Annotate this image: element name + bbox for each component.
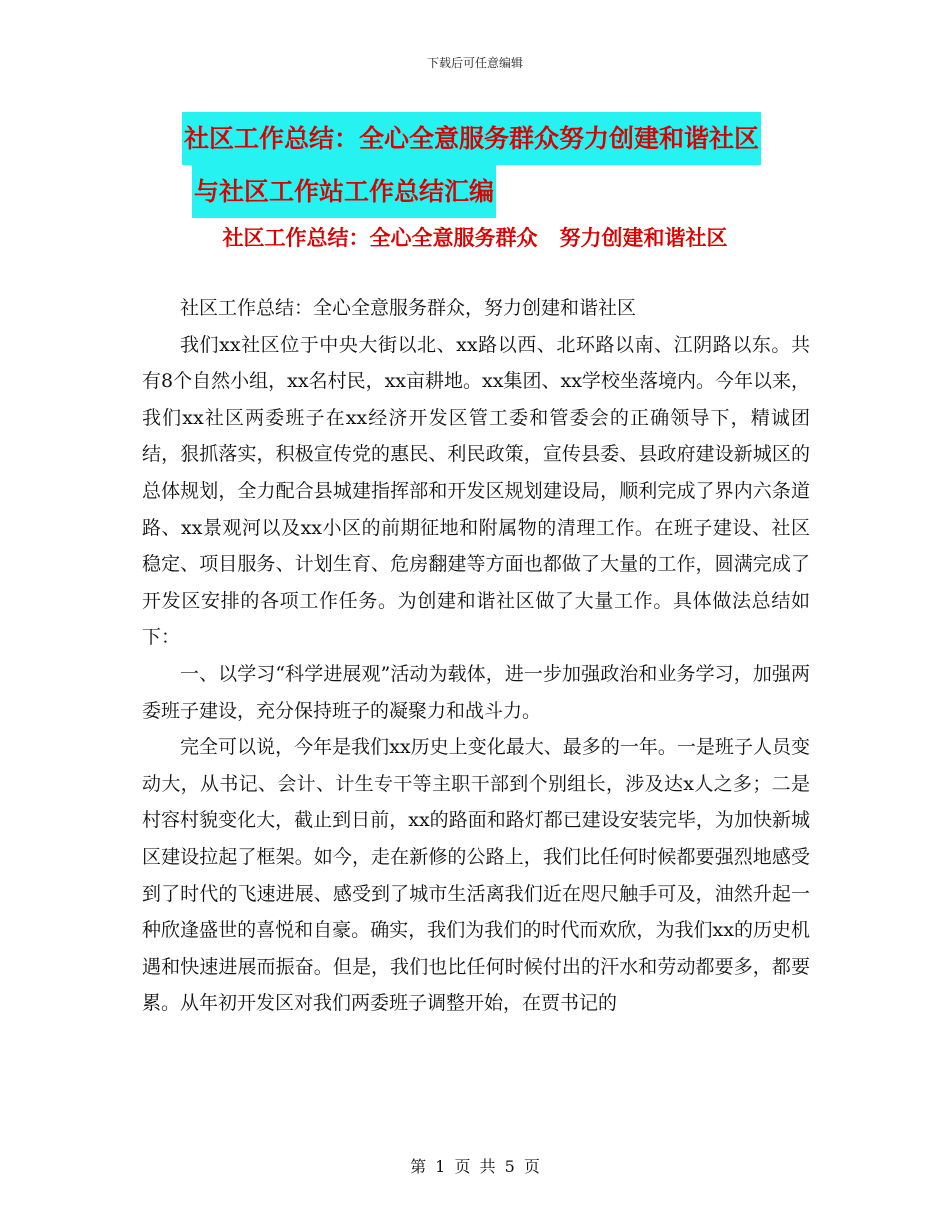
section-title: 社区工作总结：全心全意服务群众 努力创建和谐社区 xyxy=(222,226,728,250)
title-line-1: 社区工作总结：全心全意服务群众努力创建和谐社区 xyxy=(182,112,761,165)
paragraph: 我们xx社区位于中央大街以北、xx路以西、北环路以南、江阴路以东。共有8个自然小组，xx名村民，xx亩耕地。xx集团、xx学校坐落境内。今年以来，我们xx社区两委班子在xx经济开发区管工委和管委会的正确领导下，精诚团结，狠抓落实，积极宣传党的惠民、利民政策，宣传县委、县政府建设新城区的总体规划，全力配合县城建指挥部和开发区规划建设局，顺利完成了界内六条道路、xx景观河以及xx小区的前期征地和附属物的清理工作。在班子建设、社区稳定、项目服务、计划生育、危房翻建等方面也都做了大量的工作，圆满完成了开发区安排的各项工作任务。为创建和谐社区做了大量工作。具体做法总结如下： xyxy=(142,333,810,649)
title-line-2: 与社区工作站工作总结汇编 xyxy=(192,165,496,218)
page-footer: 第 1 页 共 5 页 xyxy=(410,1157,540,1176)
body-text xyxy=(142,290,810,1022)
paragraph: 一、以学习“科学进展观”活动为载体，进一步加强政治和业务学习，加强两委班子建设，充分保持班子的凝聚力和战斗力。 xyxy=(142,662,810,722)
document-title xyxy=(182,112,822,218)
paragraph: 社区工作总结：全心全意服务群众，努力创建和谐社区 xyxy=(180,297,637,319)
paragraph: 完全可以说，今年是我们xx历史上变化最大、最多的一年。一是班子人员变动大，从书记、会计、计生专干等主职干部到个别组长，涉及达x人之多；二是村容村貌变化大，截止到日前，xx的路面和路灯都已建设安装完毕，为加快新城区建设拉起了框架。如今，走在新修的公路上，我们比任何时候都要强烈地感受到了时代的飞速进展、感受到了城市生活离我们近在咫尺触手可及，油然升起一种欣逢盛世的喜悦和自豪。确实，我们为我们的时代而欢欣，为我们xx的历史机遇和快速进展而振奋。但是，我们也比任何时候付出的汗水和劳动都要多，都要累。从年初开发区对我们两委班子调整开始，在贾书记的 xyxy=(142,736,810,1015)
header-note: 下载后可任意编辑 xyxy=(426,56,523,70)
